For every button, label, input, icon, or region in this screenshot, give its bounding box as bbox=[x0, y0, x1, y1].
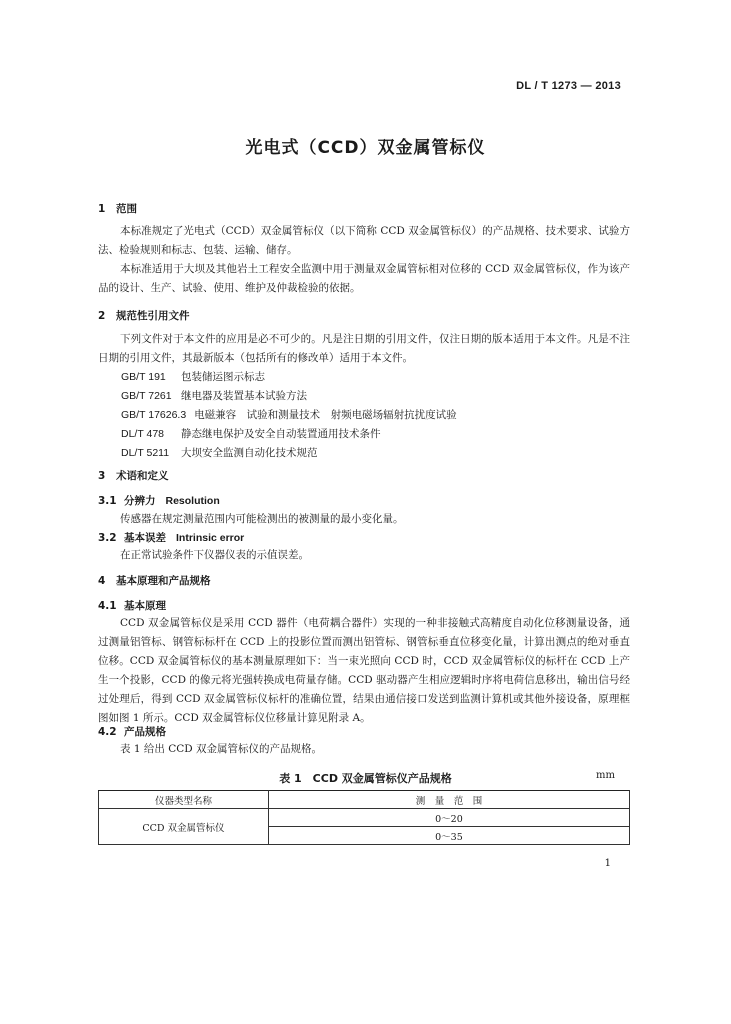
paragraph: 传感器在规定测量范围内可能检测出的被测量的最小变化量。 bbox=[120, 513, 404, 525]
paragraph: 本标准规定了光电式（CCD）双金属管标仪（以下简称 CCD 双金属管标仪）的产品规格、技术要求、试验方法、检验规则和标志、包装、运输、储存。 bbox=[98, 225, 630, 256]
section-3-heading bbox=[98, 468, 169, 483]
reference-title: 大坝安全监测自动化技术规范 bbox=[181, 447, 318, 459]
section-number: 2 bbox=[98, 310, 106, 322]
table-header-cell: 测 量 范 围 bbox=[268, 791, 629, 809]
term-zh: 基本误差 bbox=[124, 532, 166, 544]
table-cell-device: CCD 双金属管标仪 bbox=[99, 809, 269, 845]
subsection-4-2-body bbox=[98, 740, 630, 759]
table-cell-range: 0～20 bbox=[268, 809, 629, 827]
reference-title: 电磁兼容 试验和测量技术 射频电磁场辐射抗扰度试验 bbox=[194, 409, 457, 421]
subsection-number: 4.2 bbox=[98, 726, 117, 738]
section-4-heading bbox=[98, 573, 211, 588]
section-2-heading bbox=[98, 308, 190, 323]
section-number: 3 bbox=[98, 470, 106, 482]
paragraph: 表 1 给出 CCD 双金属管标仪的产品规格。 bbox=[120, 743, 323, 755]
section-number: 4 bbox=[98, 575, 106, 587]
page-number: 1 bbox=[604, 858, 611, 869]
reference-code: GB/T 191 bbox=[121, 371, 166, 383]
reference-code: DL/T 478 bbox=[121, 428, 164, 440]
reference-title: 包装储运图示标志 bbox=[181, 371, 265, 383]
term-3-2-definition bbox=[98, 546, 630, 565]
term-zh: 分辨力 bbox=[124, 495, 156, 507]
term-en: Resolution bbox=[165, 495, 220, 507]
term-3-1-definition bbox=[98, 510, 630, 529]
reference-item bbox=[121, 425, 457, 444]
section-title: 规范性引用文件 bbox=[116, 310, 190, 322]
table-unit: mm bbox=[596, 770, 615, 781]
reference-code: GB/T 7261 bbox=[121, 390, 172, 402]
subsection-title: 产品规格 bbox=[124, 726, 166, 738]
table-header-cell: 仪器类型名称 bbox=[99, 791, 269, 809]
reference-code: GB/T 17626.3 bbox=[121, 409, 187, 421]
reference-item bbox=[121, 406, 457, 425]
paragraph: 下列文件对于本文件的应用是必不可少的。凡是注日期的引用文件，仅注日期的版本适用于本文件。凡是不注日期的引用文件，其最新版本（包括所有的修改单）适用于本文件。 bbox=[98, 333, 630, 364]
normative-references bbox=[121, 368, 457, 463]
term-3-2-heading bbox=[98, 530, 244, 545]
paragraph: 在正常试验条件下仪器仪表的示值误差。 bbox=[120, 549, 309, 561]
term-en: Intrinsic error bbox=[176, 532, 245, 544]
reference-title: 继电器及装置基本试验方法 bbox=[181, 390, 307, 402]
subsection-4-2-heading bbox=[98, 724, 166, 739]
paragraph: CCD 双金属管标仪是采用 CCD 器件（电荷耦合器件）实现的一种非接触式高精度自动化位移测量设备，通过测量铝管标、钢管标标杆在 CCD 上的投影位置而测出铝管标、钢管标垂直位移变化量，计算出测点的绝对垂直位移。CCD 双金属管标仪的基本测量原理如下：当一束光照向 CCD 时，CCD 双金属管标仪的标杆在 CCD 上产生一个投影，CCD 的像元将光强转换成电荷量存储。CCD 驱动器产生相应逻辑时序将电荷信息移出，输出信号经过处理后，得到 CCD 双金属管标仪标杆的准确位置，结果由通信接口发送到监测计算机或其他外接设备，原理框图如图 1 所示。CCD 双金属管标仪位移量计算见附录 A。 bbox=[98, 617, 630, 724]
subsection-4-1-body bbox=[98, 614, 630, 728]
term-number: 3.1 bbox=[98, 495, 117, 507]
table-header-row bbox=[99, 791, 630, 809]
section-2-intro bbox=[98, 330, 630, 368]
subsection-number: 4.1 bbox=[98, 600, 117, 612]
term-number: 3.2 bbox=[98, 532, 117, 544]
table-cell-range: 0～35 bbox=[268, 827, 629, 845]
section-1-heading bbox=[98, 201, 137, 216]
section-number: 1 bbox=[98, 203, 106, 215]
paragraph: 本标准适用于大坝及其他岩土工程安全监测中用于测量双金属管标相对位移的 CCD 双金属管标仪，作为该产品的设计、生产、试验、使用、维护及仲裁检验的依据。 bbox=[98, 263, 630, 294]
table-row bbox=[99, 809, 630, 827]
reference-item bbox=[121, 444, 457, 463]
document-title: 光电式（CCD）双金属管标仪 bbox=[245, 138, 486, 158]
section-title: 基本原理和产品规格 bbox=[116, 575, 211, 587]
term-3-1-heading bbox=[98, 493, 220, 508]
table-title: 表 1 CCD 双金属管标仪产品规格 bbox=[279, 772, 452, 785]
subsection-4-1-heading bbox=[98, 598, 166, 613]
reference-code: DL/T 5211 bbox=[121, 447, 170, 459]
reference-title: 静态继电保护及安全自动装置通用技术条件 bbox=[181, 428, 381, 440]
section-title: 范围 bbox=[116, 203, 137, 215]
subsection-title: 基本原理 bbox=[124, 600, 166, 612]
product-spec-table bbox=[98, 790, 630, 845]
reference-item bbox=[121, 387, 457, 406]
reference-item bbox=[121, 368, 457, 387]
section-title: 术语和定义 bbox=[116, 470, 169, 482]
section-1-body bbox=[98, 222, 630, 298]
standard-code: DL / T 1273 — 2013 bbox=[516, 80, 621, 92]
